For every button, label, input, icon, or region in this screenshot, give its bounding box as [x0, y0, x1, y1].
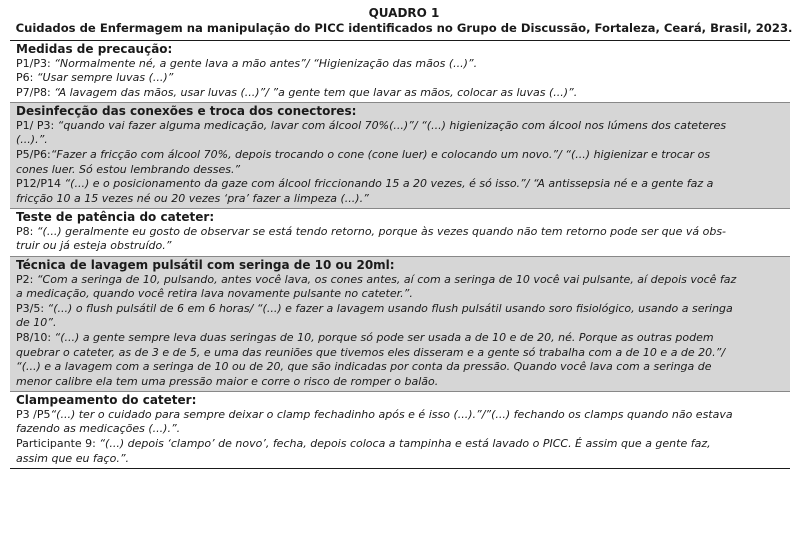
quote-text: “(...) a gente sempre leva duas seringas de 10, porque só pode ser usada a de 10 e de 20, né. Porque as outras podem — [54, 330, 714, 344]
quote-text: fazendo as medicações (...).”. — [16, 422, 181, 436]
quote-text: “(...) e a lavagem com a seringa de 10 ou de 20, que são indicadas por conta da pressão. Quando você lava com a seringa de — [16, 360, 712, 374]
quote-line — [16, 192, 786, 207]
section-heading: Desinfecção das conexões e troca dos conectores: — [16, 104, 357, 119]
speaker-label: P3 /P5 — [16, 407, 51, 421]
speaker-label: P1/P3: — [16, 56, 55, 70]
quote-text: “Com a seringa de 10, pulsando, antes você lava, os cones antes, aí com a seringa de 10 você vai pulsante, aí depois você faz — [36, 272, 737, 286]
table-section — [10, 257, 790, 392]
quote-line — [16, 346, 786, 361]
section-heading: Clampeamento do cateter: — [16, 393, 197, 408]
speaker-label: P6: — [16, 71, 37, 85]
quote-text: “A lavagem das mãos, usar luvas (...)”/ ”a gente tem que lavar as mãos, colocar as luvas (...)”. — [54, 85, 578, 99]
table-caption-title: QUADRO 1 — [368, 6, 440, 20]
quote-text: “(...) o flush pulsátil de 6 em 6 horas/ “(...) e fazer a lavagem usando flush pulsátil usando soro fisiológico, usando a seringa — [47, 301, 733, 315]
speaker-label: P3/5: — [16, 301, 48, 315]
quote-line — [16, 452, 786, 467]
quote-line — [16, 133, 786, 148]
quote-line — [16, 86, 786, 101]
quote-text: truir ou já esteja obstruído.” — [16, 239, 172, 253]
quote-line — [16, 148, 786, 163]
quote-text: de 10”. — [16, 316, 57, 330]
table-section — [10, 103, 790, 209]
table-section — [10, 392, 790, 468]
quote-text: “(...) ter o cuidado para sempre deixar o clamp fechadinho após e é isso (...).”/”(...) fechando os clamps quando não estava — [50, 407, 733, 421]
quote-line — [16, 422, 786, 437]
quote-text: “Usar sempre luvas (...)” — [36, 71, 174, 85]
speaker-label: P8/10: — [16, 330, 55, 344]
section-heading: Técnica de lavagem pulsátil com seringa de 10 ou 20ml: — [16, 258, 395, 273]
quote-text: “quando vai fazer alguma medicação, lavar com álcool 70%(...)”/ “(...) higienização com álcool nos lúmens dos cateteres — [57, 118, 727, 132]
quote-text: (...).”. — [16, 133, 48, 147]
quote-text: assim que eu faço.”. — [16, 451, 130, 465]
quote-line — [16, 273, 786, 288]
quote-line — [16, 408, 786, 423]
speaker-label: P8: — [16, 224, 37, 238]
quote-line — [16, 57, 786, 72]
speaker-label: P1/ P3: — [16, 118, 58, 132]
section-heading: Teste de patência do cateter: — [16, 210, 215, 225]
quote-line — [16, 287, 786, 302]
quote-text: “Normalmente né, a gente lava a mão antes”/ “Higienização das mãos (...)”. — [54, 56, 478, 70]
quadro-table — [10, 40, 790, 469]
speaker-label: Participante 9: — [16, 436, 100, 450]
quote-text: “(...) depois ‘clampo’ de novo’, fecha, depois coloca a tampinha e está lavado o PICC. É assim que a gente faz, — [99, 436, 711, 450]
quote-line — [16, 225, 786, 240]
quote-text: a medicação, quando você retira lava novamente pulsante no cateter.”. — [16, 287, 413, 301]
quote-line — [16, 437, 786, 452]
quote-text: menor calibre ela tem uma pressão maior e corre o risco de romper o balão. — [16, 374, 439, 388]
table-section — [10, 209, 790, 257]
speaker-label: P12/P14 — [16, 177, 65, 191]
quote-line — [16, 177, 786, 192]
speaker-label: P5/P6: — [16, 147, 51, 161]
speaker-label: P7/P8: — [16, 85, 55, 99]
quote-line — [16, 163, 786, 178]
table-caption-subtitle: Cuidados de Enfermagem na manipulação do PICC identificados no Grupo de Discussão, Fortaleza, Ceará, Brasil, 2023. — [15, 21, 793, 35]
quote-line — [16, 360, 786, 375]
quote-text: “Fazer a fricção com álcool 70%, depois trocando o cone (cone luer) e colocando um novo.”/ “(...) higienizar e trocar os — [50, 147, 711, 161]
table-section — [10, 41, 790, 103]
quote-line — [16, 316, 786, 331]
quote-line — [16, 375, 786, 390]
quote-line — [16, 331, 786, 346]
quote-line — [16, 119, 786, 134]
quote-line — [16, 302, 786, 317]
quote-text: cones luer. Só estou lembrando desses.” — [16, 162, 241, 176]
quote-text: fricção 10 a 15 vezes né ou 20 vezes ‘pra’ fazer a limpeza (...).” — [16, 191, 369, 205]
quote-line — [16, 239, 786, 254]
quote-text: “(...) e o posicionamento da gaze com álcool friccionando 15 a 20 vezes, é só isso.”/ “A antissepsia né e a gente faz a — [64, 177, 714, 191]
section-heading: Medidas de precaução: — [16, 42, 173, 56]
quote-line — [16, 71, 786, 86]
quote-text: quebrar o cateter, as de 3 e de 5, e uma das reuniões que tivemos eles disseram e a gente só trabalha com a de 10 e a de 20.”/ — [16, 345, 726, 359]
speaker-label: P2: — [16, 272, 37, 286]
quote-text: “(...) geralmente eu gosto de observar se está tendo retorno, porque às vezes quando não tem retorno pode ser que vá obs- — [36, 224, 727, 238]
